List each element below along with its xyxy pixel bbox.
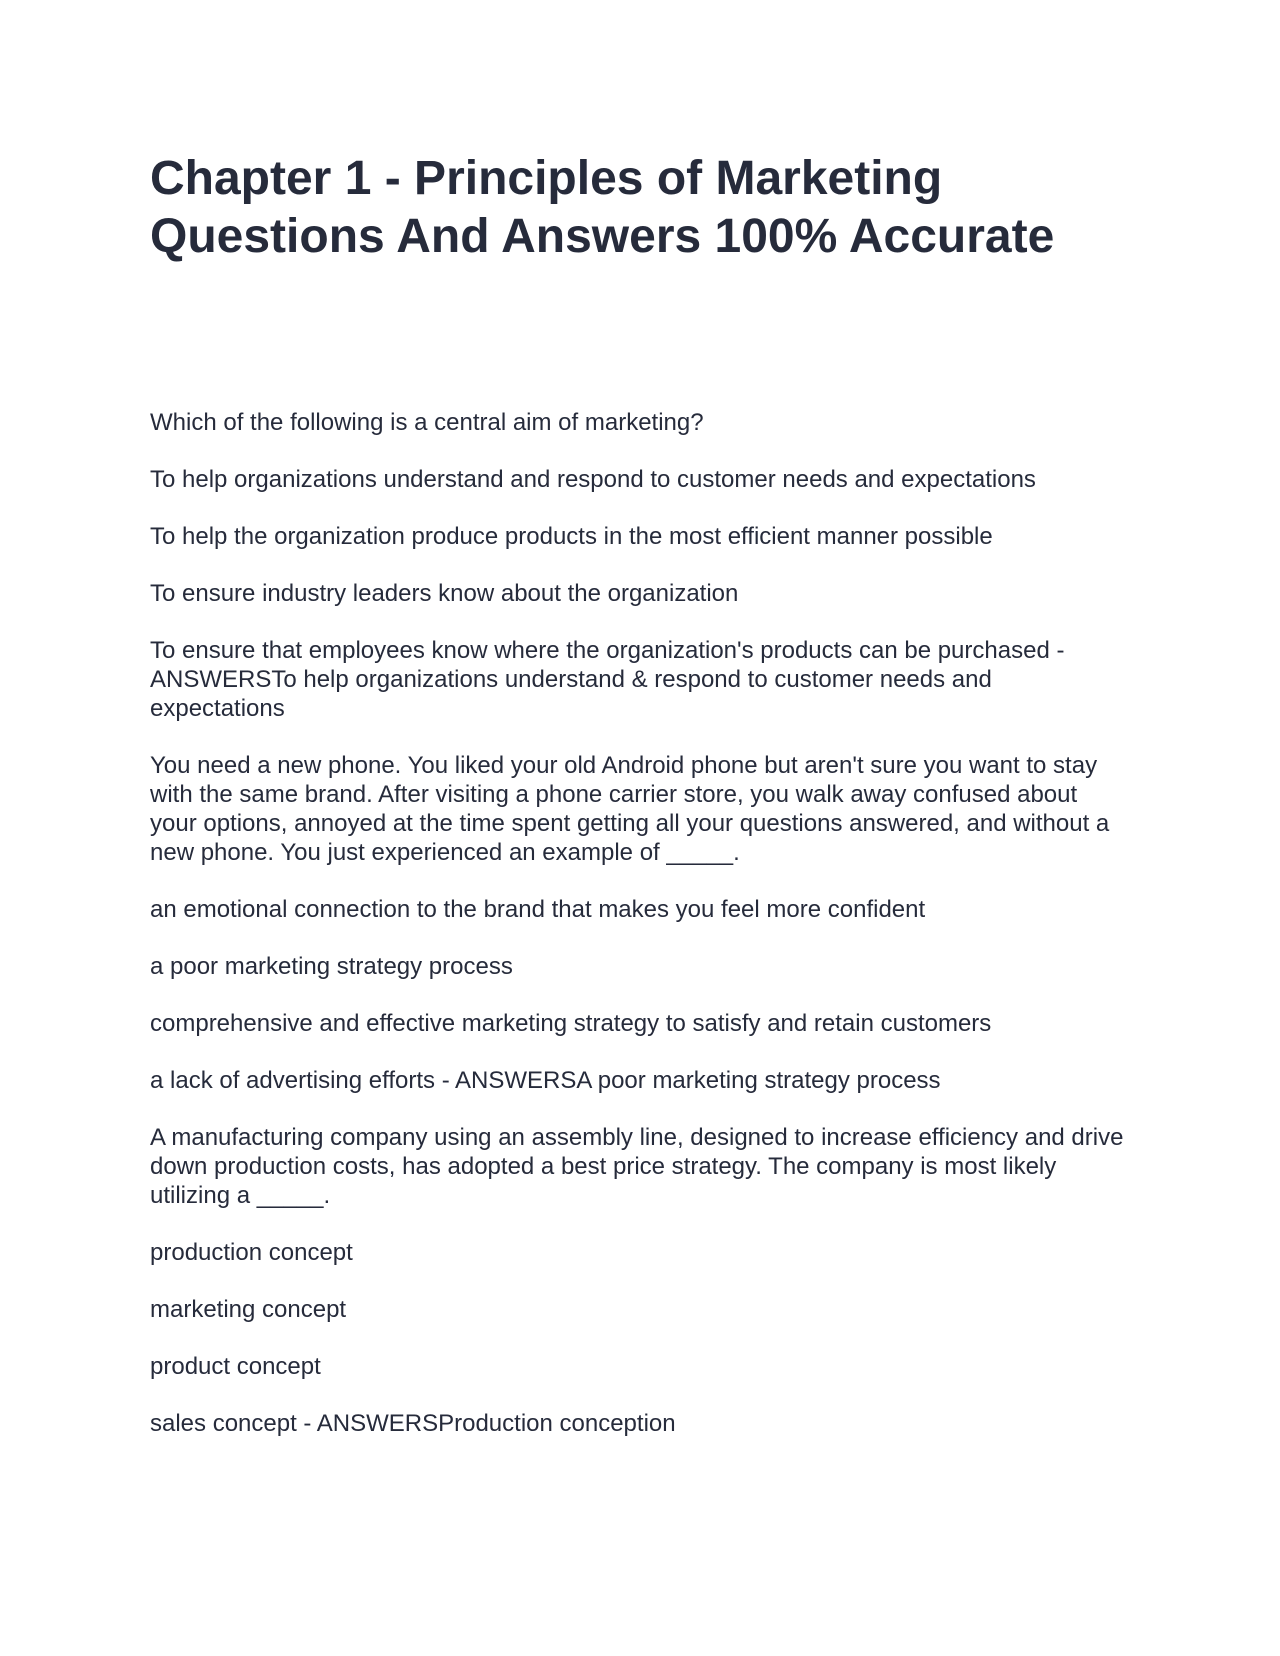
question-2-option-4-answer: a lack of advertising efforts - ANSWERSA poor marketing strategy process (150, 1067, 941, 1094)
question-3-option-1: production concept (150, 1239, 353, 1266)
question-1-option-3: To ensure industry leaders know about the organization (150, 580, 739, 607)
question-3-option-3: product concept (150, 1353, 321, 1380)
document-title: Chapter 1 - Principles of Marketing Questions And Answers 100% Accurate (150, 152, 1055, 263)
question-1-option-4-answer: To ensure that employees know where the organization's products can be purchased - ANSWERSTo help organizations understand & respond to customer needs and expectations (150, 637, 1065, 722)
document-body (150, 408, 1130, 1466)
question-1-option-2: To help the organization produce products in the most efficient manner possible (150, 523, 993, 550)
document-page (150, 150, 1130, 266)
question-3: A manufacturing company using an assembly line, designed to increase efficiency and drive down production costs, has adopted a best price strategy. The company is most likely utilizing a _____. (150, 1124, 1124, 1209)
question-1: Which of the following is a central aim of marketing? (150, 409, 704, 436)
question-2: You need a new phone. You liked your old Android phone but aren't sure you want to stay with the same brand. After visiting a phone carrier store, you walk away confused about your options, annoyed at the time spent getting all your questions answered, and without a new phone. You just experienced an example of _____. (150, 752, 1110, 866)
question-1-option-1: To help organizations understand and respond to customer needs and expectations (150, 466, 1036, 493)
question-2-option-3: comprehensive and effective marketing strategy to satisfy and retain customers (150, 1010, 992, 1037)
question-3-option-2: marketing concept (150, 1296, 347, 1323)
question-3-option-4-answer: sales concept - ANSWERSProduction conception (150, 1410, 676, 1437)
question-2-option-2: a poor marketing strategy process (150, 953, 513, 980)
question-2-option-1: an emotional connection to the brand that makes you feel more confident (150, 896, 926, 923)
